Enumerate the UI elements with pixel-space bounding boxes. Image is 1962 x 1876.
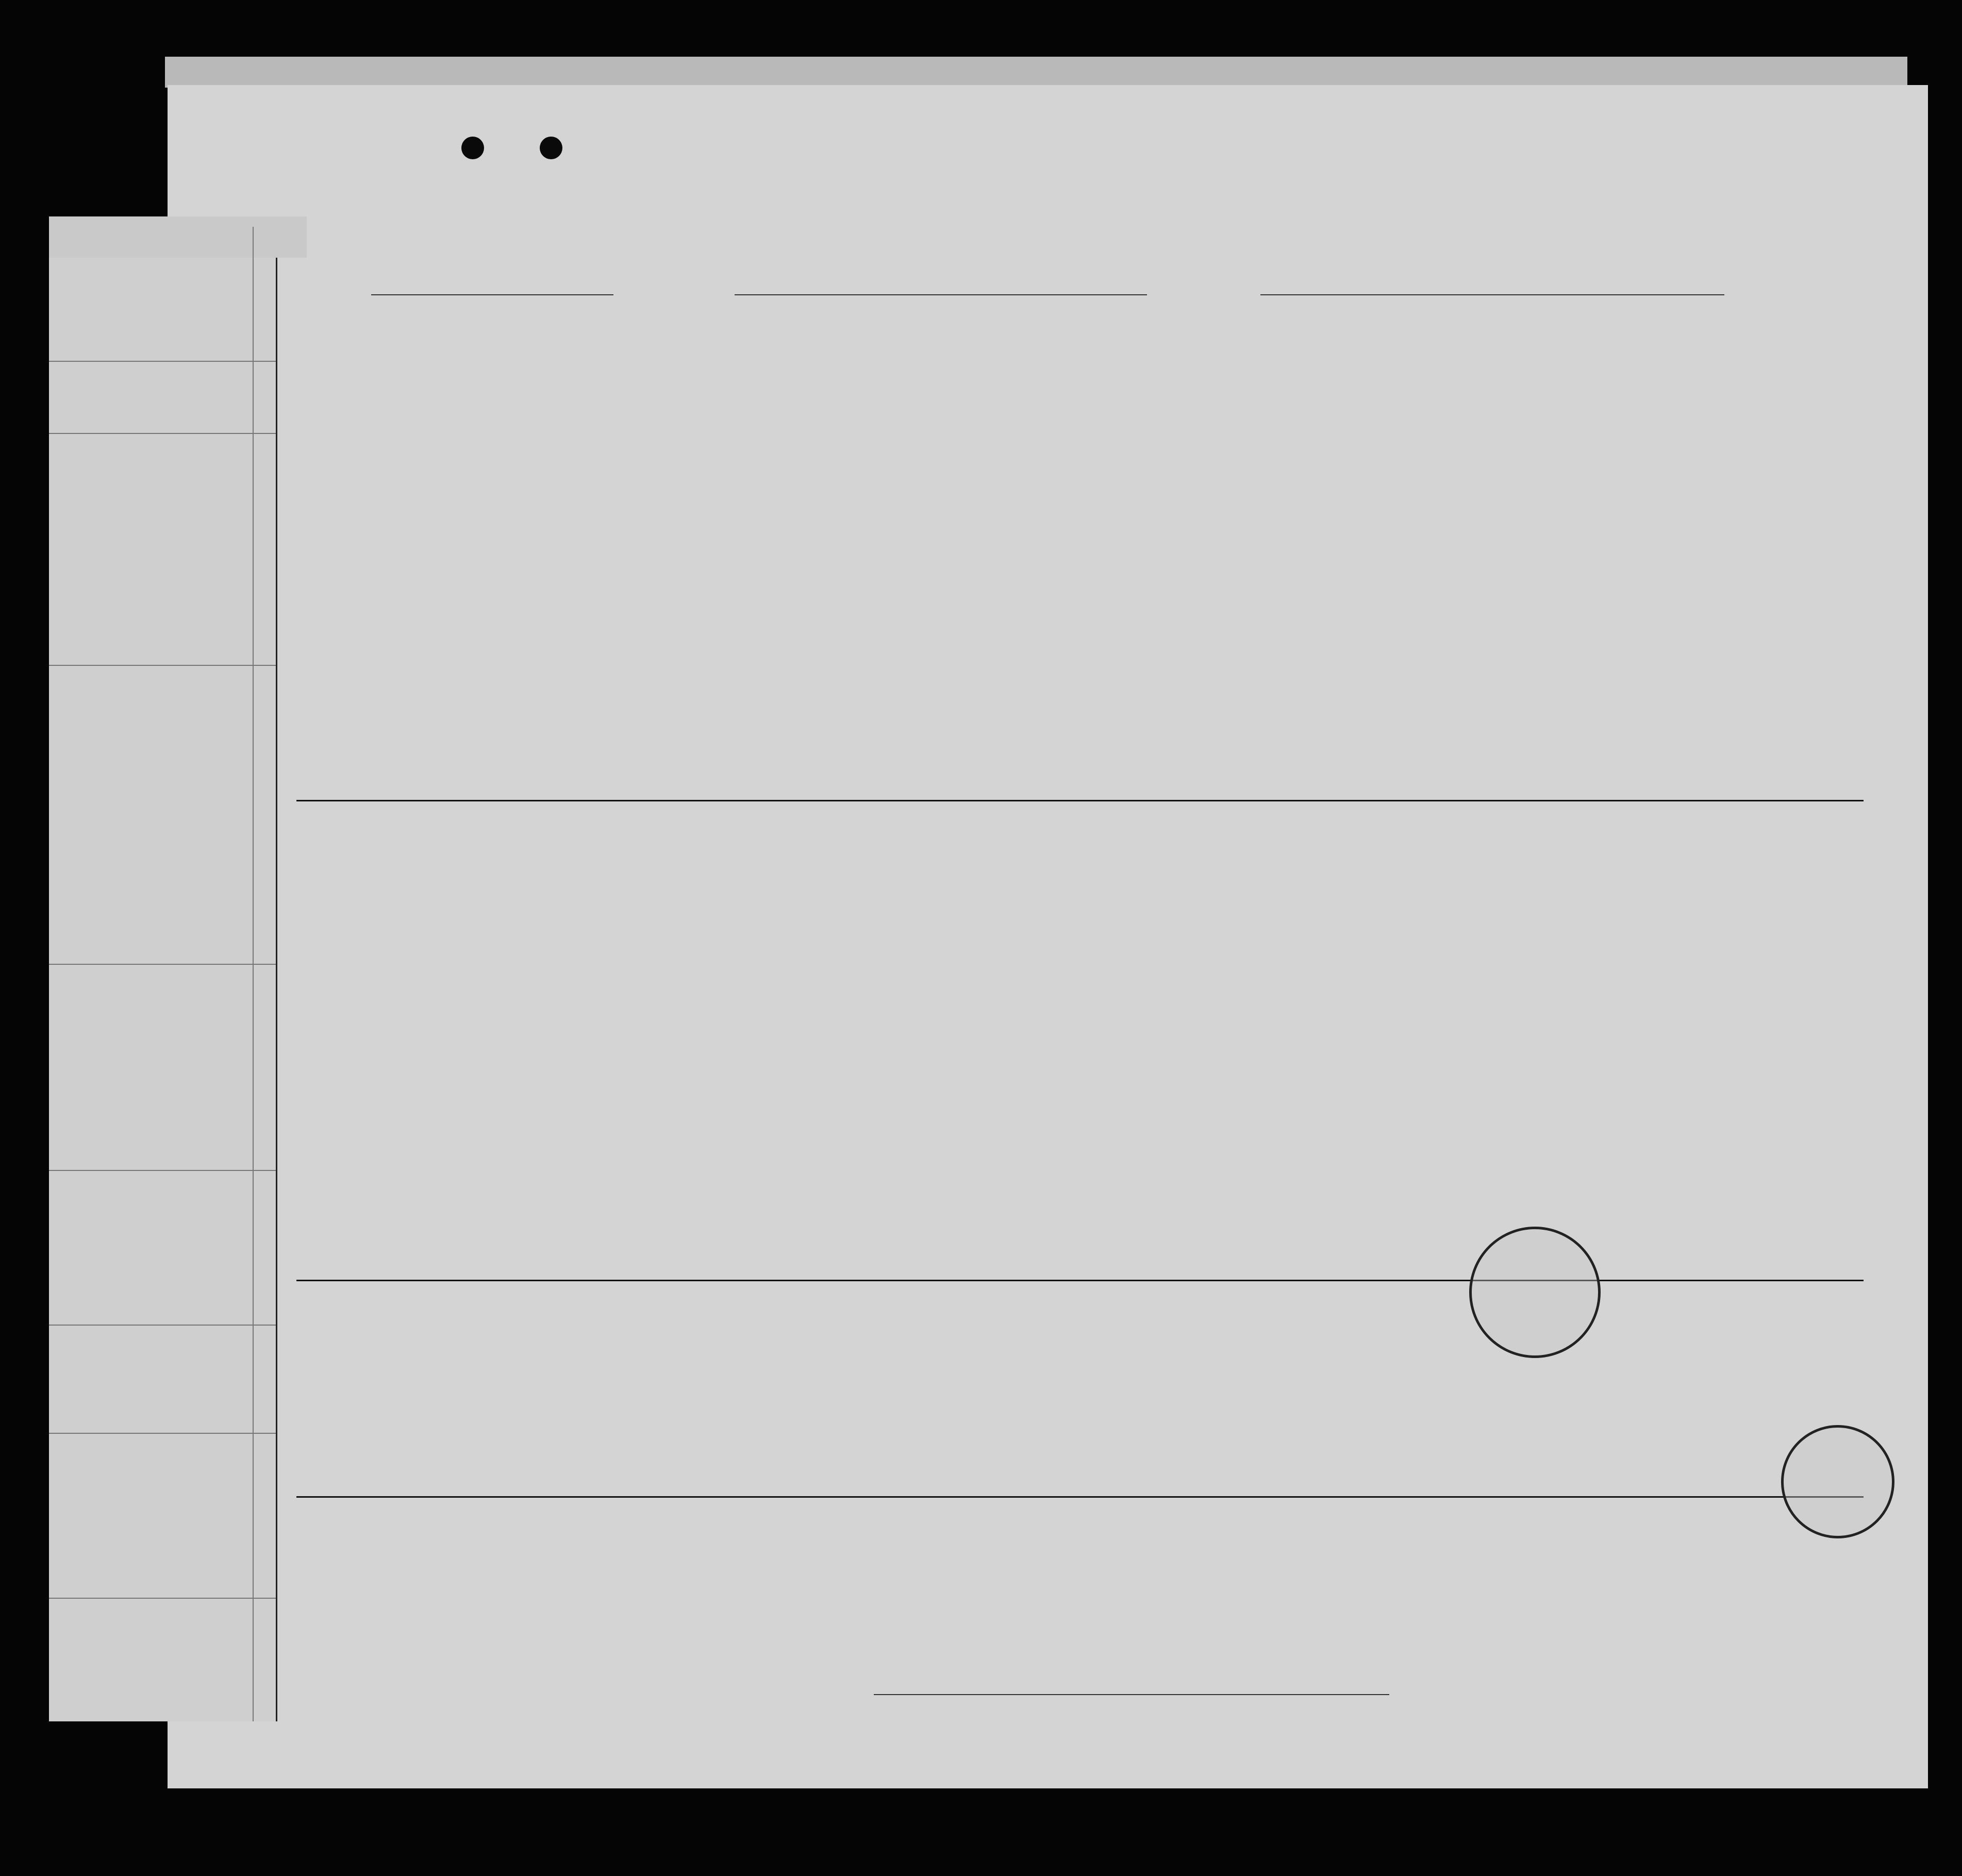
strikethrough-line — [296, 800, 1864, 801]
overlay-divider — [49, 433, 276, 434]
attached-overlay-strip — [49, 227, 277, 1721]
overlay-divider — [49, 665, 276, 666]
overlay-tab — [49, 216, 307, 258]
inspector-signature-line — [874, 1694, 1389, 1695]
overlay-divider — [49, 361, 276, 362]
sheet-top-edge — [165, 57, 1907, 88]
overlay-divider — [49, 1598, 276, 1599]
consulate-general-stamp — [1781, 1425, 1894, 1538]
manifest-grid — [168, 85, 1928, 1788]
strikethrough-line — [296, 1496, 1864, 1498]
overlay-divider — [49, 1433, 276, 1434]
manifest-sheet — [168, 85, 1928, 1788]
strikethrough-line — [296, 1280, 1864, 1281]
overlay-divider — [49, 1325, 276, 1326]
overlay-divider — [49, 1170, 276, 1171]
overlay-divider — [253, 227, 254, 1721]
consulate-stamp — [1469, 1227, 1601, 1358]
overlay-divider — [49, 964, 276, 965]
